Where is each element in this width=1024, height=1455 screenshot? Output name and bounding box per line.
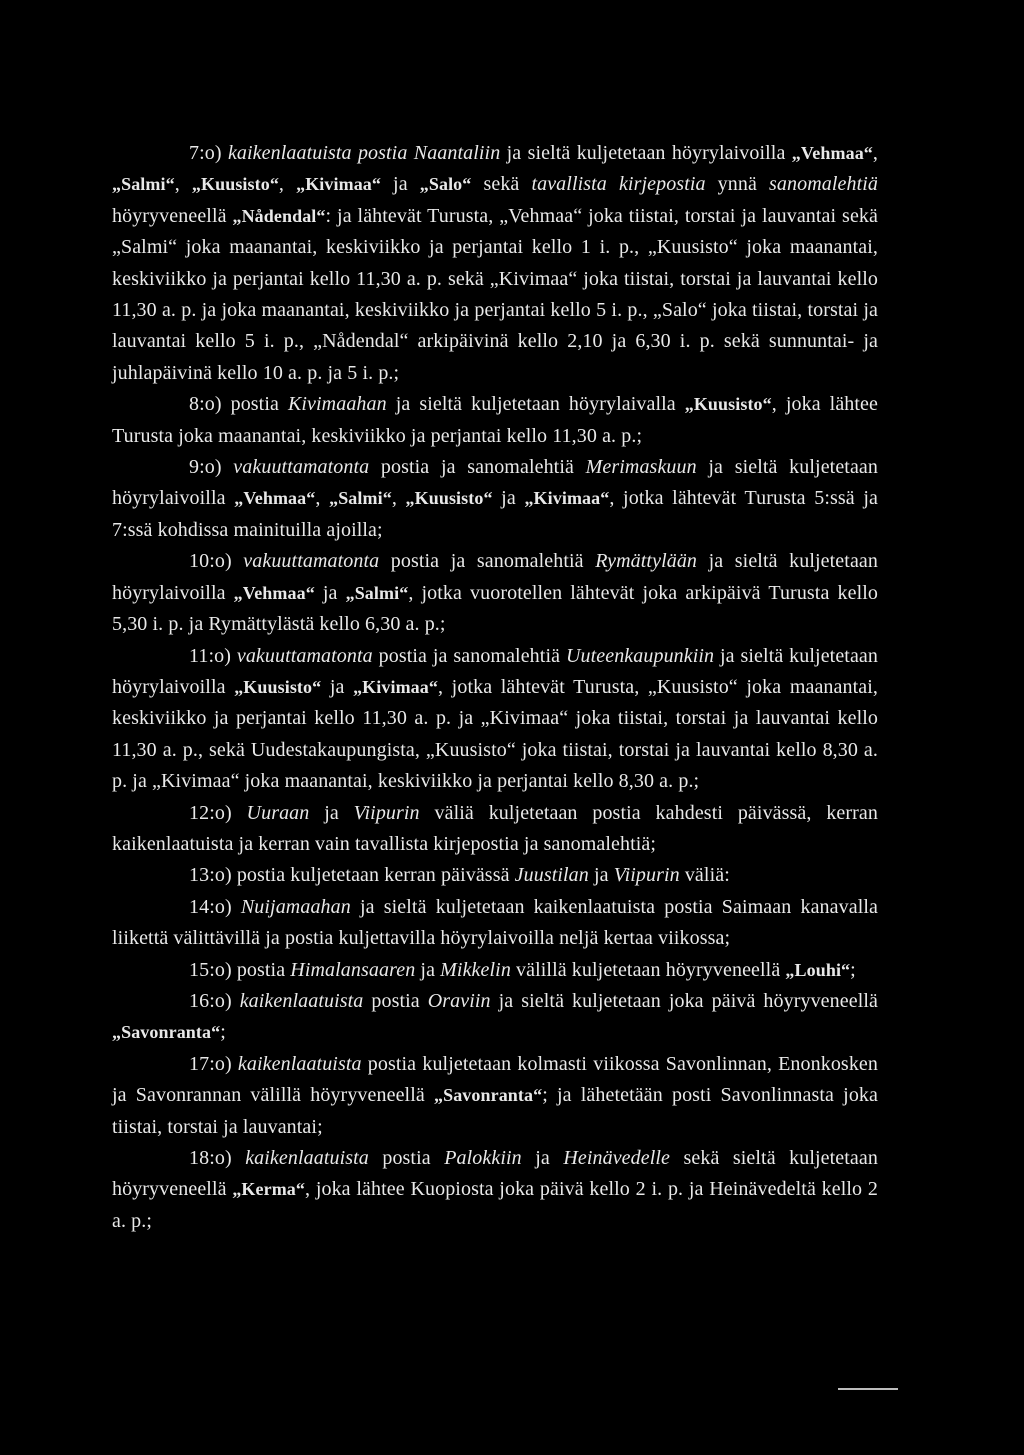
body-text: ja xyxy=(381,173,420,196)
body-text: ja xyxy=(492,487,525,510)
ship-name: „Savonranta“ xyxy=(112,1022,221,1043)
paragraph-p18 xyxy=(112,1143,878,1237)
body-text: postia ja sanomalehtiä xyxy=(369,456,586,479)
ship-name: „Nådendal“ xyxy=(232,205,326,226)
italic-text: Merimaskuun xyxy=(585,456,697,479)
ship-name: „Louhi“ xyxy=(785,959,851,980)
body-text: postia kuljetetaan kolmasti viikossa Savonlinnan, Enonkosken ja Savonrannan välillä höyryveneellä xyxy=(112,1052,878,1107)
body-text: , xyxy=(174,173,192,196)
italic-text: vakuuttamatonta xyxy=(243,550,380,573)
body-text: postia ja sanomalehtiä xyxy=(372,644,566,667)
body-text: ; ja lähetetään posti Savonlinnasta joka tiistai, torstai ja lauvantai; xyxy=(112,1084,878,1138)
body-text: , xyxy=(315,487,330,510)
body-text: ja xyxy=(588,864,614,887)
body-text: postia ja sanomalehtiä xyxy=(379,550,596,573)
ship-name: „Kivimaa“ xyxy=(296,174,381,195)
italic-text: Uuraan xyxy=(246,801,310,824)
body-text: 8:o) postia xyxy=(189,393,288,416)
italic-text: Palokkiin xyxy=(444,1147,522,1169)
italic-text: kaikenlaatuista xyxy=(239,989,364,1012)
body-text: ; xyxy=(850,958,856,981)
paragraph-p13 xyxy=(112,860,878,891)
paragraph-p14 xyxy=(112,892,878,955)
body-text: 12:o) xyxy=(189,801,247,824)
body-text: 15:o) postia xyxy=(189,958,291,981)
ship-name: „Salmi“ xyxy=(112,174,175,195)
body-text: 18:o) xyxy=(189,1147,246,1169)
body-text: 13:o) postia kuljetetaan kerran päivässä xyxy=(189,864,515,887)
body-text: , xyxy=(872,142,879,164)
body-text: 9:o) xyxy=(189,456,234,479)
body-text: ja xyxy=(415,958,441,981)
paragraph-p7 xyxy=(112,138,878,389)
italic-text: Uuteenkaupunkiin xyxy=(565,644,715,667)
body-text: : ja lähtevät Turusta, „Vehmaa“ joka tiistai, torstai ja lauvantai sekä „Salmi“ joka maanantai, keskiviikko ja perjantai kello 1 i. p., „Kuusisto“ joka maanantai, keskiviikko ja perjantai kello 11,30 a. p. sekä „Kivimaa“ joka tiistai, torstai ja lauvantai kello 11,30 a. p. ja joka maanantai, keskiviikko ja perjantai kello 5 i. p., „Salo“ joka tiistai, torstai ja lauvantai kello 5 i. p., „Nådendal“ arkipäivinä kello 2,10 ja 6,30 i. p. sekä sunnuntai- ja juhlapäivinä kello 10 a. p. ja 5 i. p.; xyxy=(112,204,878,384)
italic-text: kaikenlaatuista xyxy=(237,1052,362,1075)
body-text: , jotka lähtevät Turusta 5:ssä ja 7:ssä kohdissa mainituilla ajoilla; xyxy=(112,487,878,541)
body-text: ja sieltä kuljetetaan höyrylaivalla xyxy=(386,393,685,416)
footer-rule xyxy=(838,1388,898,1390)
italic-text: Mikkelin xyxy=(440,958,511,981)
body-text: väliä kuljetetaan postia kahdesti päivässä, kerran kaikenlaatuista ja kerran vain tavallista kirjepostia ja sanomalehtiä; xyxy=(112,801,878,855)
ship-name: „Salmi“ xyxy=(329,488,392,509)
italic-text: sanomalehtiä xyxy=(769,173,878,196)
italic-text: Viipurin xyxy=(613,864,680,887)
paragraph-p15 xyxy=(112,955,878,986)
body-text: , jotka lähtevät Turusta, „Kuusisto“ joka maanantai, keskiviikko ja perjantai kello 11,30 a. p. ja „Kivimaa“ joka tiistai, torstai ja lauvantai kello 11,30 a. p., sekä Uudestakaupungista, „Kuusisto“ joka tiistai, torstai ja lauvantai kello 8,30 a. p. ja „Kivimaa“ joka maanantai, keskiviikko ja perjantai kello 8,30 a. p.; xyxy=(112,675,878,793)
ship-name: „Kuusisto“ xyxy=(405,488,493,509)
body-text: , joka lähtee Turusta joka maanantai, keskiviikko ja perjantai kello 11,30 a. p.; xyxy=(112,393,879,447)
italic-text: Kivimaahan xyxy=(287,393,387,416)
body-text: ja sieltä kuljetetaan höyrylaivoilla xyxy=(112,550,878,604)
body-text: ; xyxy=(220,1021,226,1044)
ship-name: „Kivimaa“ xyxy=(524,488,610,509)
body-text: ja sieltä kuljetetaan höyrylaivoilla xyxy=(112,456,879,510)
body-text: välillä kuljetetaan höyryveneellä xyxy=(510,958,786,981)
body-text: , jotka vuorotellen lähtevät joka arkipäivä Turusta kello 5,30 i. p. ja Rymättylästä kello 6,30 a. p.; xyxy=(112,581,878,636)
ship-name: „Kivimaa“ xyxy=(353,676,438,697)
ship-name: „Kuusisto“ xyxy=(684,394,772,415)
ship-name: „Savonranta“ xyxy=(433,1085,543,1106)
body-text: ja xyxy=(521,1147,564,1169)
italic-text: kaikenlaatuista postia Naantaliin xyxy=(227,142,501,164)
body-text: , xyxy=(391,487,406,510)
body-text: väliä: xyxy=(679,864,730,887)
body-text: ja xyxy=(321,675,354,698)
body-text: höyryveneellä xyxy=(112,204,233,227)
ship-name: „Vehmaa“ xyxy=(234,488,316,509)
body-text: , xyxy=(278,173,297,196)
ship-name: „Kuusisto“ xyxy=(191,174,279,195)
italic-text: Heinävedelle xyxy=(563,1147,671,1169)
italic-text: Viipurin xyxy=(353,801,420,824)
body-text: 16:o) xyxy=(189,989,240,1012)
italic-text: Nuijamaahan xyxy=(240,895,351,918)
body-text: , joka lähtee Kuopiosta joka päivä kello 2 i. p. ja Heinävedeltä kello 2 a. p.; xyxy=(112,1178,878,1232)
italic-text: vakuuttamatonta xyxy=(233,456,370,479)
ship-name: „Kuusisto“ xyxy=(234,676,322,697)
ship-name: „Kerma“ xyxy=(232,1179,305,1200)
ship-name: „Salmi“ xyxy=(345,582,409,603)
body-text: sekä sieltä kuljetetaan höyryveneellä xyxy=(112,1147,878,1201)
body-text: ja sieltä kuljetetaan kaikenlaatuista postia Saimaan kanavalla liikettä välittävillä ja postia kuljettavilla höyrylaivoilla neljä kertaa viikossa; xyxy=(112,895,878,950)
paragraph-p17 xyxy=(112,1049,878,1143)
paragraph-p12 xyxy=(112,798,878,861)
paragraph-p10 xyxy=(112,546,878,640)
paragraph-p16 xyxy=(112,986,878,1049)
italic-text: Rymättylään xyxy=(595,550,698,573)
body-text: 14:o) xyxy=(189,895,241,918)
ship-name: „Salo“ xyxy=(419,174,472,195)
body-text: sekä xyxy=(471,173,532,196)
body-text: ja xyxy=(309,801,354,824)
body-text: 10:o) xyxy=(189,550,244,573)
body-text: ja sieltä kuljetetaan joka päivä höyryveneellä xyxy=(490,989,878,1012)
italic-text: kaikenlaatuista xyxy=(245,1147,369,1169)
ship-name: „Vehmaa“ xyxy=(233,582,315,603)
paragraph-p9 xyxy=(112,452,878,546)
italic-text: vakuuttamatonta xyxy=(236,644,373,667)
document-page xyxy=(112,138,878,1237)
italic-text: Himalansaaren xyxy=(290,958,416,981)
body-text: postia xyxy=(363,989,428,1012)
italic-text: Oraviin xyxy=(427,989,491,1012)
paragraph-p8 xyxy=(112,389,878,452)
body-text: ja xyxy=(314,581,346,604)
italic-text: tavallista kirjepostia xyxy=(531,173,706,196)
body-text: postia xyxy=(368,1147,445,1169)
italic-text: Juustilan xyxy=(514,864,589,887)
body-text: ynnä xyxy=(705,173,770,196)
paragraph-p11 xyxy=(112,641,878,798)
body-text: ja sieltä kuljetetaan höyrylaivoilla xyxy=(112,644,879,698)
body-text: 17:o) xyxy=(189,1052,238,1075)
body-text: 11:o) xyxy=(189,644,237,667)
body-text: 7:o) xyxy=(189,142,228,164)
body-text: ja sieltä kuljetetaan höyrylaivoilla xyxy=(500,142,792,164)
ship-name: „Vehmaa“ xyxy=(791,143,873,163)
